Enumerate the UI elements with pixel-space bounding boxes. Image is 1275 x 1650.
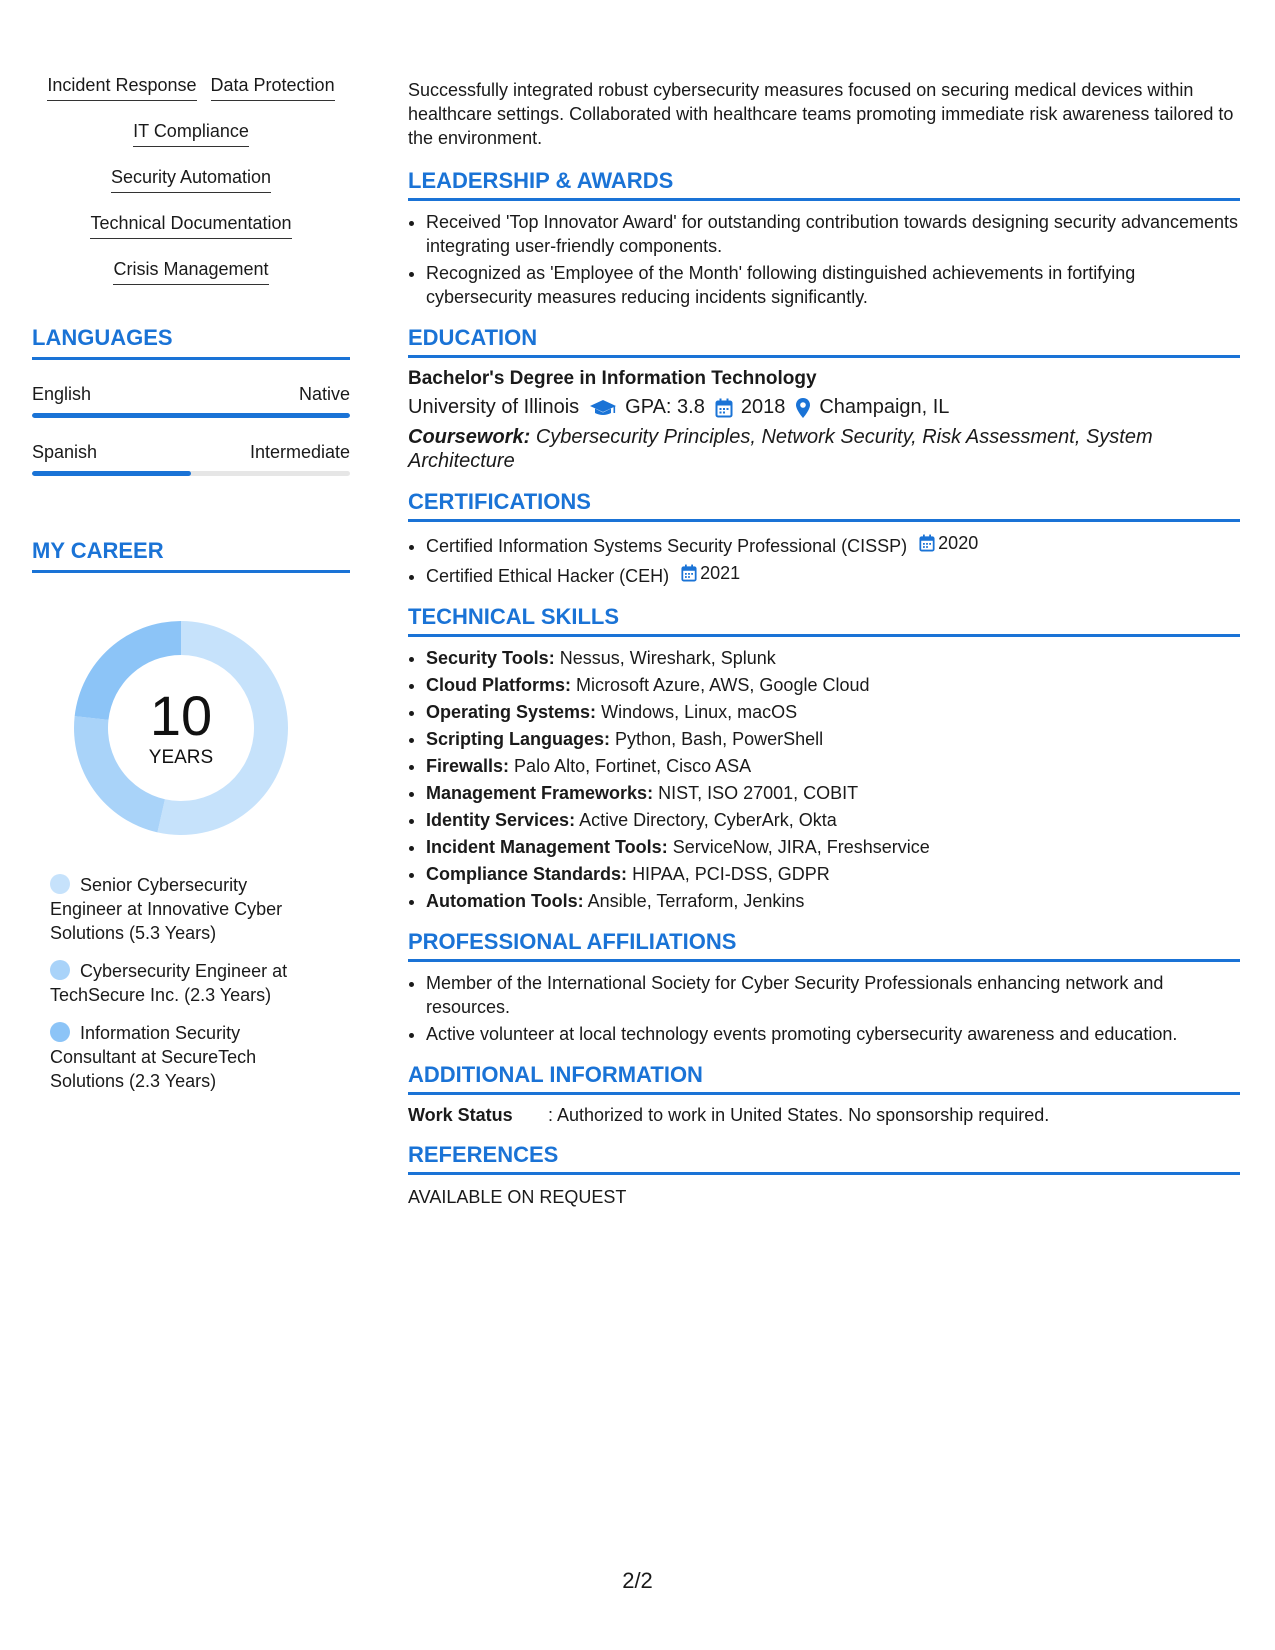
technical-skill-item bbox=[426, 808, 1240, 832]
career-legend-label: Cybersecurity Engineer at TechSecure Inc. (2.3 Years) bbox=[50, 961, 288, 1005]
coursework-text: Cybersecurity Principles, Network Security, Risk Assessment, System Architecture bbox=[408, 426, 1153, 472]
right-column bbox=[408, 78, 1240, 1224]
technical-skill-values: Palo Alto, Fortinet, Cisco ASA bbox=[514, 756, 752, 776]
technical-skill-category: Firewalls: bbox=[426, 756, 510, 776]
technical-skills-list bbox=[408, 646, 1240, 913]
technical-skill-category: Identity Services: bbox=[426, 810, 576, 830]
technical-skill-values: Active Directory, CyberArk, Okta bbox=[579, 810, 837, 830]
language-level-fill bbox=[32, 471, 191, 476]
technical-skill-item bbox=[426, 781, 1240, 805]
certifications-heading: CERTIFICATIONS bbox=[408, 489, 1240, 522]
education-meta bbox=[408, 396, 1240, 419]
career-heading: MY CAREER bbox=[32, 538, 350, 573]
language-name: Spanish bbox=[32, 442, 98, 462]
affiliations-list bbox=[408, 971, 1240, 1046]
certification-year: 2021 bbox=[700, 563, 741, 583]
certification-date bbox=[907, 531, 978, 555]
skill-tag-row bbox=[32, 256, 350, 285]
references-heading: REFERENCES bbox=[408, 1142, 1240, 1175]
work-status-value: : Authorized to work in United States. No sponsorship required. bbox=[548, 1105, 1050, 1125]
technical-skill-category: Automation Tools: bbox=[426, 891, 584, 911]
technical-skill-item bbox=[426, 646, 1240, 670]
graduation-year: 2018 bbox=[740, 396, 786, 418]
location-pin-icon bbox=[795, 397, 811, 419]
references-section bbox=[408, 1142, 1240, 1208]
certifications-list bbox=[408, 531, 1240, 588]
career-years-unit: YEARS bbox=[148, 747, 214, 768]
career-total-years: 10 bbox=[149, 684, 213, 747]
technical-skill-values: Microsoft Azure, AWS, Google Cloud bbox=[576, 675, 870, 695]
degree-title: Bachelor's Degree in Information Technology bbox=[408, 368, 817, 389]
technical-skill-category: Operating Systems: bbox=[426, 702, 597, 722]
calendar-icon bbox=[919, 534, 935, 552]
career-legend-label: Senior Cybersecurity Engineer at Innovative Cyber Solutions (5.3 Years) bbox=[50, 875, 283, 943]
references-text: AVAILABLE ON REQUEST bbox=[408, 1187, 627, 1207]
technical-skill-item bbox=[426, 700, 1240, 724]
technical-skill-values: Ansible, Terraform, Jenkins bbox=[587, 891, 805, 911]
language-level-bar bbox=[32, 413, 350, 418]
leadership-item: • Recognized as 'Employee of the Month' following distinguished achievements in fortifying cybersecurity measures reducing incidents significantly. bbox=[426, 261, 1240, 309]
skill-tag: Data Protection bbox=[211, 72, 335, 101]
leadership-section bbox=[408, 168, 1240, 309]
language-list bbox=[32, 384, 350, 476]
career-legend-item bbox=[50, 873, 320, 945]
skill-tag: Crisis Management bbox=[113, 256, 268, 285]
technical-skill-item bbox=[426, 862, 1240, 886]
technical-skill-item bbox=[426, 673, 1240, 697]
gpa: GPA: 3.8 bbox=[625, 396, 705, 418]
language-level: Intermediate bbox=[249, 442, 350, 462]
languages-heading: LANGUAGES bbox=[32, 325, 350, 360]
technical-skill-values: HIPAA, PCI-DSS, GDPR bbox=[632, 864, 830, 884]
language-row bbox=[32, 442, 350, 463]
additional-info-section bbox=[408, 1062, 1240, 1126]
technical-skills-section bbox=[408, 604, 1240, 913]
skill-tag: Incident Response bbox=[47, 72, 196, 101]
technical-skill-category: Security Tools: bbox=[426, 648, 555, 668]
career-section bbox=[32, 538, 350, 1093]
calendar-icon bbox=[681, 564, 697, 582]
leadership-heading: LEADERSHIP & AWARDS bbox=[408, 168, 1240, 201]
technical-skill-values: Windows, Linux, macOS bbox=[601, 702, 798, 722]
leadership-item: • Received 'Top Innovator Award' for outstanding contribution towards designing security advancements integrating user-friendly components. bbox=[426, 210, 1240, 258]
experience-summary-text: Successfully integrated robust cybersecurity measures focused on securing medical devices within healthcare settings. Collaborated with healthcare teams promoting immediate risk awareness tailored to the environment. bbox=[408, 80, 1234, 148]
career-legend-item bbox=[50, 1021, 320, 1093]
technical-skill-item bbox=[426, 889, 1240, 913]
career-donut-chart bbox=[66, 613, 296, 843]
technical-skill-values: ServiceNow, JIRA, Freshservice bbox=[672, 837, 930, 857]
language-level: Native bbox=[298, 384, 350, 404]
page-number: 2/2 bbox=[622, 1568, 653, 1593]
left-column bbox=[32, 72, 350, 1107]
calendar-icon bbox=[715, 398, 733, 418]
skill-tag-row bbox=[32, 210, 350, 239]
career-legend-item bbox=[50, 959, 320, 1007]
technical-skill-item bbox=[426, 727, 1240, 751]
career-legend bbox=[50, 873, 320, 1093]
language-name: English bbox=[32, 384, 92, 404]
certifications-section bbox=[408, 489, 1240, 588]
education-heading: EDUCATION bbox=[408, 325, 1240, 358]
languages-section bbox=[32, 325, 350, 476]
affiliations-section bbox=[408, 929, 1240, 1046]
donut-center bbox=[66, 613, 296, 843]
skill-tag-row bbox=[32, 72, 350, 101]
affiliation-item: • Member of the International Society for Cyber Security Professionals enhancing network and resources. bbox=[426, 971, 1240, 1019]
skill-tag: IT Compliance bbox=[133, 118, 249, 147]
skill-tag-row bbox=[32, 118, 350, 147]
technical-skill-category: Incident Management Tools: bbox=[426, 837, 668, 857]
coursework bbox=[408, 425, 1240, 473]
skill-tag: Security Automation bbox=[111, 164, 271, 193]
work-status-row bbox=[408, 1105, 1240, 1126]
technical-skill-category: Compliance Standards: bbox=[426, 864, 628, 884]
coursework-label: Coursework: bbox=[408, 426, 531, 448]
school-name: University of Illinois bbox=[408, 396, 580, 418]
education-section bbox=[408, 325, 1240, 473]
skill-tags bbox=[32, 72, 350, 285]
certification-name: Certified Information Systems Security Professional (CISSP) bbox=[426, 536, 908, 556]
additional-info-heading: ADDITIONAL INFORMATION bbox=[408, 1062, 1240, 1095]
certification-item bbox=[426, 561, 1240, 588]
skill-tag: Technical Documentation bbox=[90, 210, 291, 239]
language-level-fill bbox=[32, 413, 350, 418]
legend-dot bbox=[50, 960, 70, 980]
graduation-cap-icon bbox=[589, 398, 617, 418]
technical-skill-category: Management Frameworks: bbox=[426, 783, 654, 803]
affiliations-heading: PROFESSIONAL AFFILIATIONS bbox=[408, 929, 1240, 962]
technical-skill-values: Nessus, Wireshark, Splunk bbox=[559, 648, 776, 668]
school-location: Champaign, IL bbox=[819, 396, 950, 418]
certification-name: Certified Ethical Hacker (CEH) bbox=[426, 566, 670, 586]
technical-skill-values: NIST, ISO 27001, COBIT bbox=[658, 783, 859, 803]
certification-date bbox=[669, 561, 740, 585]
leadership-list bbox=[408, 210, 1240, 309]
legend-dot bbox=[50, 1022, 70, 1042]
technical-skill-category: Cloud Platforms: bbox=[426, 675, 572, 695]
technical-skills-heading: TECHNICAL SKILLS bbox=[408, 604, 1240, 637]
technical-skill-values: Python, Bash, PowerShell bbox=[615, 729, 824, 749]
certification-year: 2020 bbox=[938, 533, 979, 553]
career-legend-label: Information Security Consultant at SecureTech Solutions (2.3 Years) bbox=[50, 1023, 257, 1091]
certification-item bbox=[426, 531, 1240, 558]
affiliation-item: • Active volunteer at local technology events promoting cybersecurity awareness and education. bbox=[426, 1022, 1240, 1046]
technical-skill-item bbox=[426, 835, 1240, 859]
technical-skill-item bbox=[426, 754, 1240, 778]
legend-dot bbox=[50, 874, 70, 894]
work-status-label: Work Status bbox=[408, 1105, 513, 1125]
technical-skill-category: Scripting Languages: bbox=[426, 729, 611, 749]
language-row bbox=[32, 384, 350, 405]
skill-tag-row bbox=[32, 164, 350, 193]
language-level-bar bbox=[32, 471, 350, 476]
